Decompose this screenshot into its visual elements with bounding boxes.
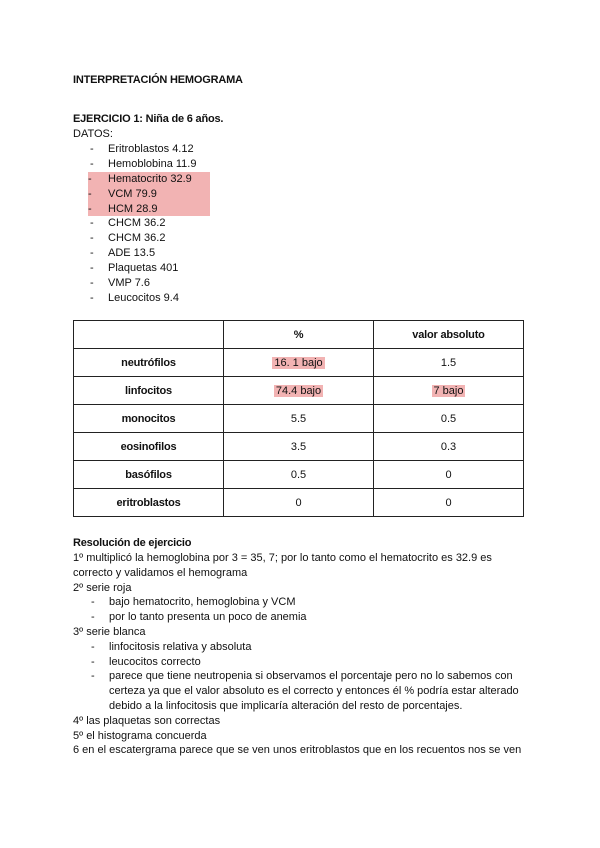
pct-cell: 5.5 — [224, 405, 374, 433]
list-item: - linfocitosis relativa y absoluta — [91, 640, 252, 653]
table-row — [74, 349, 524, 377]
pct-cell: 3.5 — [224, 433, 374, 461]
step-list — [73, 640, 533, 714]
pct-cell: 0 — [224, 489, 374, 517]
table-row — [74, 461, 524, 489]
abs-cell: 0.3 — [374, 433, 524, 461]
table-row — [74, 377, 524, 405]
page-title: INTERPRETACIÓN HEMOGRAMA — [73, 74, 243, 86]
row-label: eritroblastos — [74, 489, 224, 517]
list-item: - bajo hematocrito, hemoglobina y VCM — [91, 596, 296, 609]
resolution-step: 6 en el escatergrama parece que se ven unos eritroblastos que en los recuentos nos se ven — [73, 744, 522, 757]
table-header-cell: valor absoluto — [374, 321, 524, 349]
list-item: - leucocitos correcto — [91, 655, 201, 668]
table-header-row — [74, 321, 524, 349]
list-item: - ADE 13.5 — [90, 247, 156, 260]
list-item-highlighted: - VCM 79.9 — [88, 187, 210, 202]
resolution-step: 1º multiplicó la hemoglobina por 3 = 35, 7; por lo tanto como el hematocrito es 32.9 es correcto y validamos el hemograma — [73, 552, 492, 579]
abs-cell: 0.5 — [374, 405, 524, 433]
row-label: neutrófilos — [74, 349, 224, 377]
exercise-title: EJERCICIO 1: Niña de 6 años. — [73, 113, 224, 125]
pct-cell: 0.5 — [224, 461, 374, 489]
abs-cell: 1.5 — [374, 349, 524, 377]
abs-cell: 0 — [374, 461, 524, 489]
resolution-title: Resolución de ejercicio — [73, 537, 192, 549]
table-header-cell — [74, 321, 224, 349]
resolution-step: 4º las plaquetas son correctas — [73, 714, 221, 727]
step-list — [73, 595, 533, 625]
pct-cell: 16. 1 bajo — [224, 349, 374, 377]
table-row — [74, 405, 524, 433]
datos-list — [90, 142, 210, 306]
pct-cell: 74.4 bajo — [224, 377, 374, 405]
list-item: - Hemoblobina 11.9 — [90, 157, 197, 170]
resolution-step: 3º serie blanca — [73, 625, 146, 638]
table-row — [74, 433, 524, 461]
list-item: - VMP 7.6 — [90, 277, 150, 290]
row-label: monocitos — [74, 405, 224, 433]
list-item: - por lo tanto presenta un poco de anemia — [91, 611, 307, 624]
abs-cell: 0 — [374, 489, 524, 517]
abs-cell: 7 bajo — [374, 377, 524, 405]
list-item: - Plaquetas 401 — [90, 262, 179, 275]
table-header-cell: % — [224, 321, 374, 349]
hemogram-table — [73, 320, 524, 517]
resolution-step: 5º el histograma concuerda — [73, 729, 207, 742]
resolution-body — [73, 551, 533, 758]
table-row — [74, 489, 524, 517]
list-item: - Eritroblastos 4.12 — [90, 143, 194, 155]
list-item: - CHCM 36.2 — [90, 232, 166, 245]
list-item: - parece que tiene neutropenia si observamos el porcentaje pero no lo sabemos con certeza ya que el valor absoluto es el correcto y entonces él % podría estar alterado debido a la linfocitosis que implicaría alteración del resto de porcentajes. — [91, 670, 519, 712]
list-item: - Leucocitos 9.4 — [90, 291, 179, 304]
row-label: linfocitos — [74, 377, 224, 405]
list-item-highlighted: - Hematocrito 32.9 — [88, 172, 210, 187]
list-item-highlighted: - HCM 28.9 — [88, 202, 210, 217]
datos-label: DATOS: — [73, 128, 113, 140]
row-label: basófilos — [74, 461, 224, 489]
resolution-step: 2º serie roja — [73, 581, 132, 594]
list-item: - CHCM 36.2 — [90, 217, 166, 230]
row-label: eosinofilos — [74, 433, 224, 461]
